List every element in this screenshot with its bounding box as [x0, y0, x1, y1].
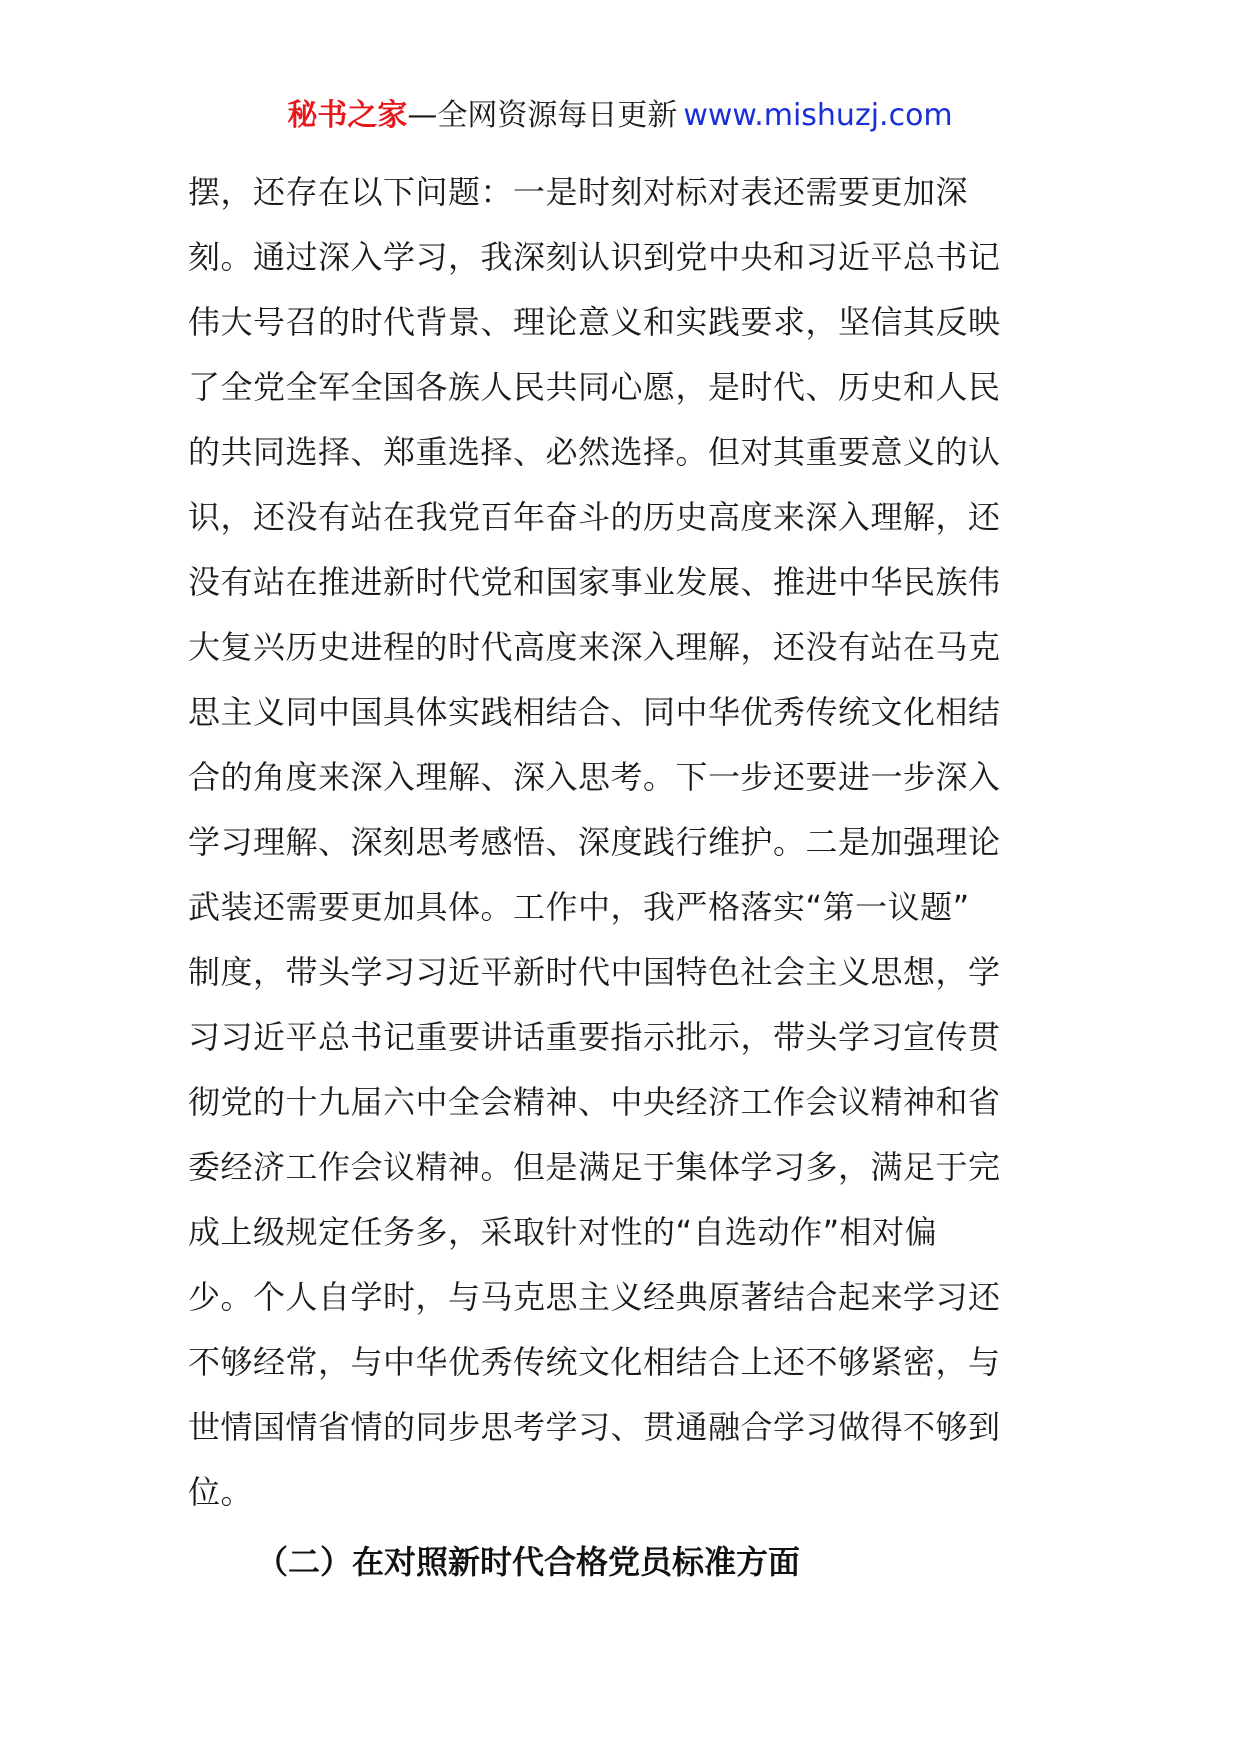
- body-line: 成上级规定任务多，采取针对性的“自选动作”相对偏: [188, 1213, 938, 1251]
- body-line: 少。个人自学时，与马克思主义经典原著结合起来学习还: [188, 1278, 1001, 1316]
- body-line: 世情国情省情的同步思考学习、贯通融合学习做得不够到: [188, 1408, 1001, 1446]
- body-line: 位。: [188, 1473, 254, 1511]
- body-line: 伟大号召的时代背景、理论意义和实践要求，坚信其反映: [188, 303, 1001, 341]
- body-line: 武装还需要更加具体。工作中，我严格落实“第一议题”: [188, 888, 970, 926]
- body-line: 合的角度来深入理解、深入思考。下一步还要进一步深入: [188, 758, 1001, 796]
- body-line: 没有站在推进新时代党和国家事业发展、推进中华民族伟: [188, 563, 1001, 601]
- body-line: 大复兴历史进程的时代高度来深入理解，还没有站在马克: [188, 628, 1001, 666]
- body-line: 不够经常，与中华优秀传统文化相结合上还不够紧密，与: [188, 1343, 1001, 1381]
- body-line: 委经济工作会议精神。但是满足于集体学习多，满足于完: [188, 1148, 1001, 1186]
- body-line: 彻党的十九届六中全会精神、中央经济工作会议精神和省: [188, 1083, 1001, 1121]
- body-line: 的共同选择、郑重选择、必然选择。但对其重要意义的认: [188, 433, 1001, 471]
- body-line: 了全党全军全国各族人民共同心愿，是时代、历史和人民: [188, 368, 1001, 406]
- body-line: 识，还没有站在我党百年奋斗的历史高度来深入理解，还: [188, 498, 1001, 536]
- page-header: [0, 96, 1240, 136]
- site-tagline: —全网资源每日更新: [407, 98, 678, 133]
- body-line: 思主义同中国具体实践相结合、同中华优秀传统文化相结: [188, 693, 1001, 731]
- site-brand: 秘书之家: [287, 98, 408, 133]
- body-line: 刻。通过深入学习，我深刻认识到党中央和习近平总书记: [188, 238, 1001, 276]
- body-line: 摆，还存在以下问题：一是时刻对标对表还需要更加深: [188, 173, 969, 211]
- body-line: 习习近平总书记重要讲话重要指示批示，带头学习宣传贯: [188, 1018, 1001, 1056]
- body-line: 制度，带头学习习近平新时代中国特色社会主义思想，学: [188, 953, 1001, 991]
- document-body: [188, 160, 1058, 1525]
- body-line: 学习理解、深刻思考感悟、深度践行维护。二是加强理论: [188, 823, 1001, 861]
- site-url-link[interactable]: www.mishuzj.com: [683, 98, 953, 133]
- section-heading: （二）在对照新时代合格党员标准方面: [256, 1543, 801, 1581]
